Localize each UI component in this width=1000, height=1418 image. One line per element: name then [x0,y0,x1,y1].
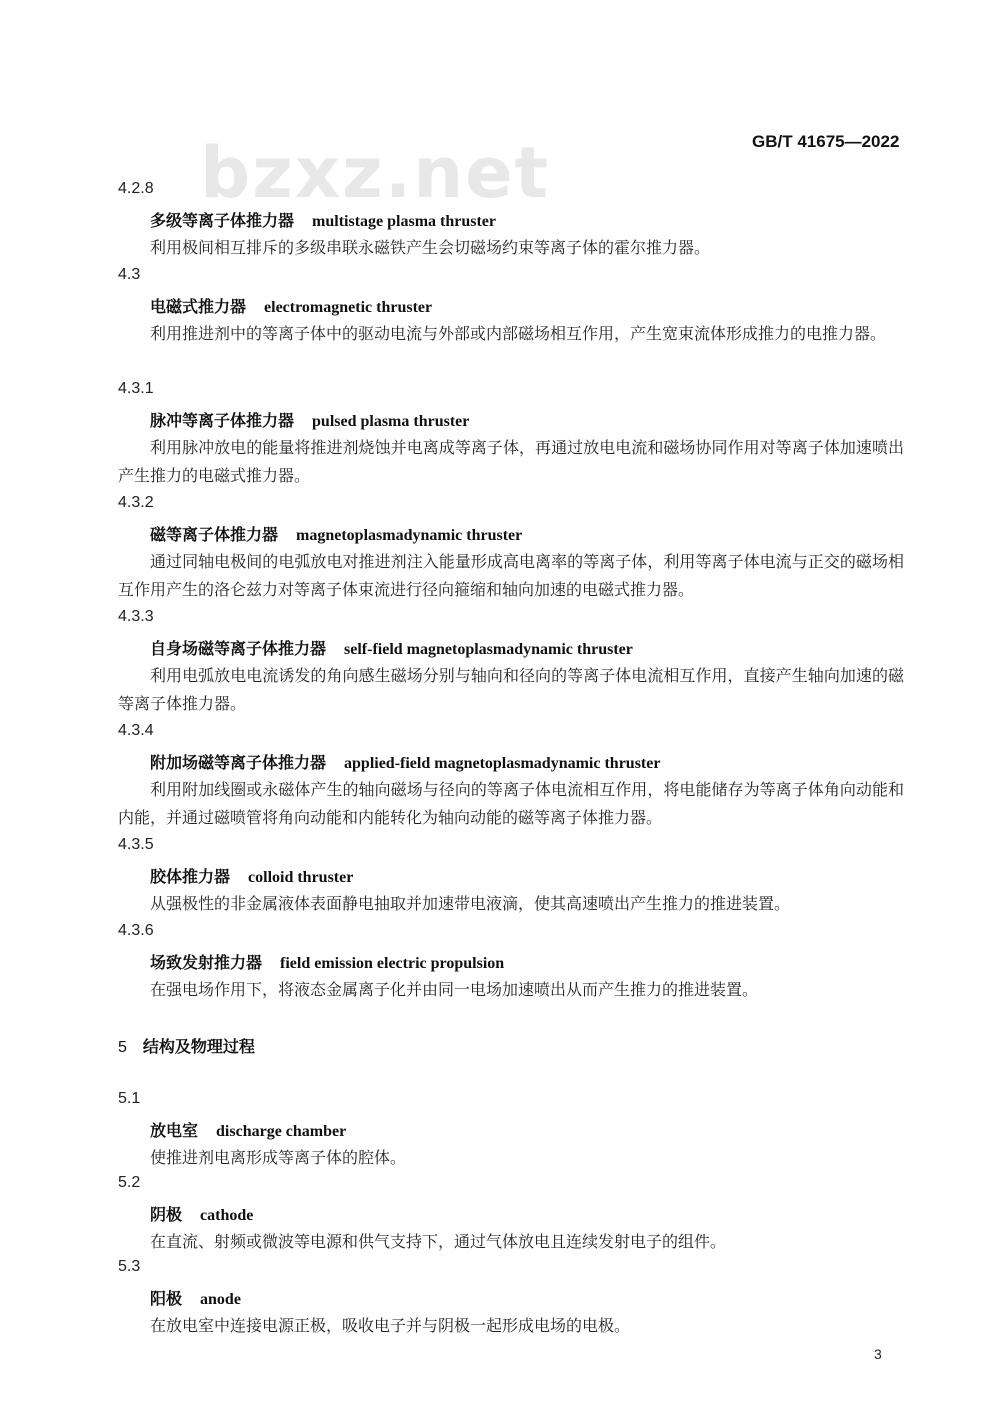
term-zh: 放电室 [150,1121,199,1140]
standard-code: GB/T 41675—2022 [752,132,900,151]
section-heading [118,1034,255,1057]
term-zh: 多级等离子体推力器 [150,211,295,230]
definition: 在直流、射频或微波等电源和供气支持下，通过气体放电且连续发射电子的组件。 [150,1232,727,1251]
term [150,1118,346,1141]
term [150,950,504,973]
term-zh: 阳极 [150,1289,183,1308]
definition: 利用电弧放电电流诱发的角向感生磁场分别与轴向和径向的等离子体电流相互作用，直接产生轴向加速的磁等离子体推力器。 [118,666,904,713]
definition: 从强极性的非金属液体表面静电抽取并加速带电液滴，使其高速喷出产生推力的推进装置。 [150,894,791,913]
term [150,636,633,659]
page-number: 3 [874,1346,882,1362]
definition: 在放电室中连接电源正极，吸收电子并与阴极一起形成电场的电极。 [150,1316,631,1335]
term [150,208,496,231]
term-zh: 阴极 [150,1205,183,1224]
entry-number: 5.2 [118,1174,141,1191]
term-zh: 场致发射推力器 [150,953,263,972]
entry-number: 4.3.2 [118,494,154,511]
entry-number: 4.2.8 [118,180,154,197]
term [150,522,522,545]
entry-number: 4.3.3 [118,608,154,625]
term-zh: 胶体推力器 [150,867,231,886]
term [150,408,469,431]
term-en: colloid thruster [248,869,354,886]
term [150,750,660,773]
definition: 在强电场作用下，将液态金属离子化并由同一电场加速喷出从而产生推力的推进装置。 [150,980,759,999]
term [150,1202,253,1225]
entry-number: 4.3.1 [118,380,154,397]
term-zh: 脉冲等离子体推力器 [150,411,295,430]
definition: 利用极间相互排斥的多级串联永磁铁产生会切磁场约束等离子体的霍尔推力器。 [150,238,711,257]
term-en: magnetoplasmadynamic thruster [296,527,523,544]
entry-number: 4.3.5 [118,836,154,853]
entry-number: 5.3 [118,1258,141,1275]
term-zh: 电磁式推力器 [150,297,247,316]
watermark: bzxz.net [200,132,551,214]
definition: 使推进剂电离形成等离子体的腔体。 [150,1148,407,1167]
definition: 利用脉冲放电的能量将推进剂烧蚀并电离成等离子体，再通过放电电流和磁场协同作用对等离子体加速喷出产生推力的电磁式推力器。 [118,438,904,485]
section-title: 结构及物理过程 [142,1037,255,1056]
term-en: electromagnetic thruster [264,299,433,316]
term-en: cathode [200,1207,254,1224]
term-en: pulsed plasma thruster [312,413,470,430]
term-zh: 磁等离子体推力器 [150,525,279,544]
term-en: self-field magnetoplasmadynamic thruster [344,641,633,658]
definition: 利用推进剂中的等离子体中的驱动电流与外部或内部磁场相互作用，产生宽束流体形成推力的电推力器。 [150,324,887,343]
term-en: field emission electric propulsion [280,955,505,972]
term-zh: 附加场磁等离子体推力器 [150,753,327,772]
term-en: discharge chamber [216,1123,347,1140]
entry-number: 4.3.6 [118,922,154,939]
entry-number: 4.3 [118,266,141,283]
term-en: multistage plasma thruster [312,213,496,230]
entry-number: 4.3.4 [118,722,154,739]
term [150,864,353,887]
term [150,294,432,317]
definition: 利用附加线圈或永磁体产生的轴向磁场与径向的等离子体电流相互作用，将电能储存为等离子体角向动能和内能，并通过磁喷管将角向动能和内能转化为轴向动能的磁等离子体推力器。 [118,780,904,827]
section-number: 5 [118,1039,127,1056]
term-en: applied-field magnetoplasmadynamic thruster [344,755,661,772]
term-zh: 自身场磁等离子体推力器 [150,639,327,658]
entry-number: 5.1 [118,1090,141,1107]
term [150,1286,241,1309]
term-en: anode [200,1291,241,1308]
definition: 通过同轴电极间的电弧放电对推进剂注入能量形成高电离率的等离子体，利用等离子体电流与正交的磁场相互作用产生的洛仑兹力对等离子体束流进行径向箍缩和轴向加速的电磁式推力器。 [118,552,904,599]
